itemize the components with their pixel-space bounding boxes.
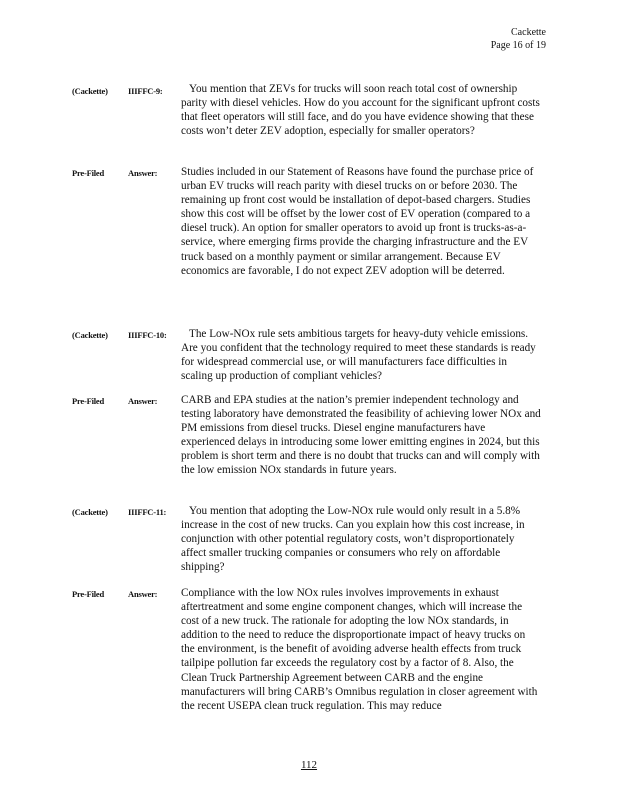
speaker-label: (Cackette) — [72, 507, 108, 517]
question-id-label: IIIFFC-10: — [128, 330, 167, 340]
question-id-label: IIIFFC-11: — [128, 507, 167, 517]
answer-source-label: Pre-Filed — [72, 396, 105, 406]
header-author: Cackette — [511, 27, 546, 38]
answer-label: Answer: — [128, 589, 158, 599]
answer-text: Compliance with the low NOx rules involves improvements in exhaust aftertreatment and some engine component changes, which will increase the cost of a new truck. The rationale for adopting the low NOx standards, in addition to the need to reduce the disproportionate impact of heavy trucks on the environment, is the benefit of avoiding adverse health effects from truck tailpipe pollution far exceeds the regulatory cost by a factor of 8. Also, the Clean Truck Partnership Agreement between CARB and the engine manufacturers will bring CARB’s Omnibus regulation in closer agreement with the recent USEPA clean truck regulation. This may reduce — [181, 587, 538, 712]
answer-label: Answer: — [128, 396, 158, 406]
speaker-label: (Cackette) — [72, 86, 108, 96]
answer-text: CARB and EPA studies at the nation’s premier independent technology and testing laboratory have demonstrated the feasibility of achieving lower NOx and PM emissions from diesel trucks. Diesel engine manufacturers have experienced delays in introducing some lower emitting engines in 2024, but this problem is short term and there is no doubt that trucks can and will comply with the low emission NOx standards in future years. — [181, 394, 541, 477]
answer-text: Studies included in our Statement of Reasons have found the purchase price of urban EV trucks will reach parity with diesel trucks on or before 2030. The remaining up front cost would be installation of depot-based chargers. Studies show this cost will be offset by the lower cost of EV operation (compared to a diesel truck). An option for smaller operators to avoid up front is trucks-as-a-service, where emerging firms provide the charging infrastructure and the EV truck based on a monthly payment or similar arrangement. Because EV economics are favorable, I do not expect ZEV adoption will be deterred. — [181, 166, 534, 277]
header-page-label: Page 16 of 19 — [490, 40, 546, 51]
question-id-label: IIIFFC-9: — [128, 86, 163, 96]
answer-source-label: Pre-Filed — [72, 168, 105, 178]
question-text: You mention that ZEVs for trucks will soon reach total cost of ownership parity with diesel vehicles. How do you account for the significant upfront costs that fleet operators will still face, and do you have evidence showing that these costs won’t deter ZEV adoption, especially for smaller operators? — [181, 83, 540, 138]
page-header — [491, 26, 546, 52]
question-text: You mention that adopting the Low-NOx rule would only result in a 5.8% increase in the cost of new trucks. Can you explain how this cost increase, in conjunction with other potential regulatory costs, won’t disproportionately affect smaller trucking companies or consumers who rely on affordable shipping? — [181, 505, 525, 574]
speaker-label: (Cackette) — [72, 330, 108, 340]
question-text: The Low-NOx rule sets ambitious targets for heavy-duty vehicle emissions. Are you confident that the technology required to meet these standards is ready for widespread commercial use, or will manufacturers face difficulties in scaling up production of compliant vehicles? — [181, 328, 536, 383]
answer-source-label: Pre-Filed — [72, 589, 105, 599]
answer-label: Answer: — [128, 168, 158, 178]
page-number: 112 — [300, 759, 318, 771]
